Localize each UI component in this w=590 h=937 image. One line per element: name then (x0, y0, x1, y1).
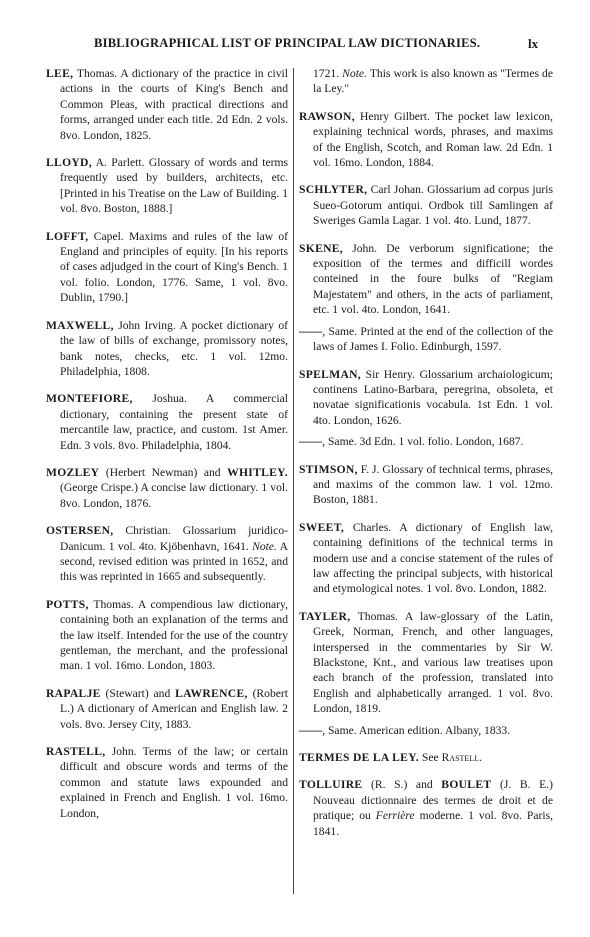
entry-text: A dictionary of English law, containing definitions of the technical terms in modern use and a concise statement of the rules of law affecting the principal subjects, with historical and etymological notes. 1 vol. 8vo. London, 1882. (313, 520, 553, 596)
page-number: lx (528, 36, 539, 51)
entry-headword: MAXWELL, (46, 318, 114, 332)
entry-text: , Same. American edition. Albany, 1833. (322, 723, 511, 737)
entry-text-end: moderne. 1 vol. 8vo. Paris, 1841. (313, 809, 553, 838)
entry-text: Glossarium ad corpus juris Sueo-Gotorum antiqui. Ordbok till Samlingen af Sweriges Gamla Lagar. 1 vol. 4to. Lund, 1877. (313, 183, 553, 228)
entry-stimson (299, 462, 553, 508)
entry-rapalje (46, 686, 288, 732)
entry-mozley (46, 465, 288, 511)
entry-author: Henry Gilbert. (360, 109, 430, 123)
entry-text: A commercial dictionary, containing the present state of mercantile law, practice, and custom. 1st Amer. Edn. 3 vols. 8vo. Philadelphia, 1804. (60, 392, 289, 452)
entry-author: (Herbert Newman) and (105, 465, 221, 479)
entry-author: (Stewart) and (105, 686, 171, 700)
entry-note-label: Note. (342, 67, 367, 80)
entry-author: F. J. (360, 462, 380, 476)
entry-headword: STIMSON, (299, 462, 358, 476)
entry-headword: SCHLYTER, (299, 183, 368, 197)
entry-tolluire (299, 777, 553, 839)
entry-text: A law-glossary of the Latin, Greek, Norman, French, and other languages, interspersed in the commentaries by Sir W. Blackstone, Knt., and various law treatises upon each branch of the profession, translated into English and alphabetically arranged. 1 vol. 8vo. London, 1819. (313, 609, 553, 716)
entry-sweet (299, 520, 553, 597)
entry-headword: SPELMAN, (299, 367, 361, 381)
entry-author: A. Parlett. (95, 156, 145, 170)
left-column (46, 66, 288, 827)
entry-headword: OSTERSEN, (46, 524, 114, 538)
entry-headword: MONTEFIORE, (46, 392, 133, 406)
entry-author: Carl Johan. (370, 183, 424, 197)
entry-note-text: A second, revised edition was printed in 1652, and this was reprinted in 1665 and subsequently. (60, 539, 288, 584)
cross-reference-target: Rastell. (441, 751, 482, 765)
entry-author: John. (111, 745, 137, 759)
entry-termes-de-la-ley (299, 750, 553, 765)
entry-text: Glossarium juridico-Danicum. 1 vol. 4to. Kjöbenhavn, 1641. (60, 524, 288, 553)
entry-headword: RAWSON, (299, 109, 355, 123)
entry-tayler-same (299, 723, 553, 738)
ditto-dash: —— (299, 435, 323, 449)
entry-author: Thomas. (93, 597, 134, 611)
ditto-dash: —— (299, 723, 323, 737)
entry-text: , Same. 3d Edn. 1 vol. folio. London, 1687. (322, 435, 524, 449)
entry-schlyter (299, 182, 553, 228)
entry-headword-second: LAWRENCE, (175, 686, 248, 700)
page-title: BIBLIOGRAPHICAL LIST OF PRINCIPAL LAW DICTIONARIES. (94, 36, 481, 50)
entry-lloyd (46, 155, 288, 217)
cross-reference-see: See (421, 751, 439, 765)
entry-text: A pocket dictionary of the law of bills of exchange, promissory notes, bank notes, checks, etc. 1 vol. 12mo. Philadelphia, 1808. (60, 318, 288, 378)
entry-author: Thomas. (357, 609, 398, 623)
entry-author: Sir Henry. (365, 367, 415, 381)
entry-headword: TERMES DE LA LEY. (299, 751, 420, 765)
entry-headword: TOLLUIRE (299, 778, 363, 792)
entry-text: A concise law dictionary. 1 vol. 8vo. London, 1876. (60, 481, 288, 510)
entry-rastell (46, 744, 288, 821)
entry-spelman (299, 367, 553, 429)
entry-author: Joshua. (152, 392, 187, 406)
entry-headword: SKENE, (299, 241, 344, 255)
entry-headword: RAPALJE (46, 686, 101, 700)
entry-headword: LEE, (46, 67, 74, 80)
entry-text: A dictionary of the practice in civil actions in the courts of King's Bench and Common Pleas, with practical directions and forms, arranged under each title. 2d Edn. 2 vols. 8vo. London, 1825. (60, 67, 288, 142)
entry-rastell-continued (299, 66, 553, 97)
ditto-dash: —— (299, 324, 323, 338)
entry-text: Nouveau dictionnaire des termes de droit et de pratique; ou (313, 793, 553, 823)
entry-italic-term: Ferrière (375, 809, 415, 823)
entry-skene-same (299, 324, 553, 355)
entry-ostersen (46, 523, 288, 585)
entry-spelman-same (299, 434, 553, 449)
entry-text: Terms of the law; or certain difficult and obscure words and terms of the common and statute laws expounded and explained in French and English. 1 vol. 16mo. London, (60, 745, 288, 820)
entry-text: Glossary of words and terms frequently used by builders, architects, etc. [Printed in his Treatise on the Law of Building. 1 vol. 8vo. Boston, 1888.] (60, 156, 288, 216)
entry-note-text: This work is also known as "Termes de la Ley." (313, 67, 553, 96)
entry-montefiore (46, 391, 288, 453)
entry-note-label: Note. (252, 539, 277, 553)
entry-text: Glossarium archaiologicum; continens Latino-Barbara, peregrina, obsoleta, et novatae significationis vocabula. 1st Edn. 1 vol. 4to. London, 1626. (313, 367, 553, 427)
column-divider (293, 68, 294, 894)
entry-maxwell (46, 318, 288, 380)
entry-headword: LLOYD, (46, 156, 92, 170)
entry-headword-second: BOULET (441, 778, 492, 792)
entry-author: (R. S.) and (371, 778, 433, 792)
entry-lofft (46, 229, 288, 306)
entry-text: , Same. Printed at the end of the collection of the laws of James I. Folio. Edinburgh, 1597. (313, 324, 553, 354)
entry-author: Thomas. (76, 67, 118, 80)
entry-headword: SWEET, (299, 520, 345, 534)
entry-text: Glossary of technical terms, phrases, and maxims of the common law. 1 vol. 12mo. Boston, 1881. (313, 462, 553, 507)
entry-text: A compendious law dictionary, containing both an explanation of the terms and the law itself. Intended for the use of the country gentleman, the merchant, and the professional man. 1 vol. 16mo. London, 1803. (60, 597, 288, 673)
entry-text: 1721. (313, 67, 340, 80)
entry-headword: MOZLEY (46, 465, 100, 479)
entry-author-second: (Robert L.) (60, 686, 288, 716)
entry-author-second: (J. B. E.) (500, 778, 553, 792)
entry-lee (46, 66, 288, 143)
entry-author: Capel. (93, 229, 124, 243)
entry-potts (46, 597, 288, 674)
entry-rawson (299, 109, 553, 171)
entry-author: John Irving. (118, 318, 176, 332)
entry-author: Charles. (352, 520, 392, 534)
entry-headword: LOFFT, (46, 229, 89, 243)
entry-author-second: (George Crispe.) (60, 481, 138, 495)
entry-author: Christian. (125, 524, 171, 538)
entry-text: The pocket law lexicon, explaining technical words, phrases, and maxims of the English, Scotch, and Roman law. 2d Edn. 1 vol. 16mo. London, 1884. (313, 109, 553, 170)
entry-headword: POTTS, (46, 597, 89, 611)
entry-headword: RASTELL, (46, 745, 106, 759)
entry-text: Maxims and rules of the law of England and principles of equity. [In his reports of cases adjudged in the court of King's Bench. 1 vol. folio. London, 1776. Same, 1 vol. 8vo. Dublin, 1790.] (60, 229, 289, 305)
entry-headword: TAYLER, (299, 609, 351, 623)
entry-author: John. (352, 241, 378, 255)
running-head (0, 36, 590, 58)
entry-headword-second: WHITLEY. (227, 465, 288, 479)
entry-text: De verborum significatione; the exposition of the termes and difficill wordes conteined in the foure bulks of "Regiam Majestatem" and others, in the acts of parliament, etc. 1 vol. 4to. London, 1641. (313, 241, 553, 317)
entry-text: A dictionary of American and English law. 2 vols. 8vo. Jersey City, 1883. (60, 702, 288, 731)
entry-tayler (299, 609, 553, 717)
right-column (299, 66, 553, 845)
entry-skene (299, 241, 553, 318)
